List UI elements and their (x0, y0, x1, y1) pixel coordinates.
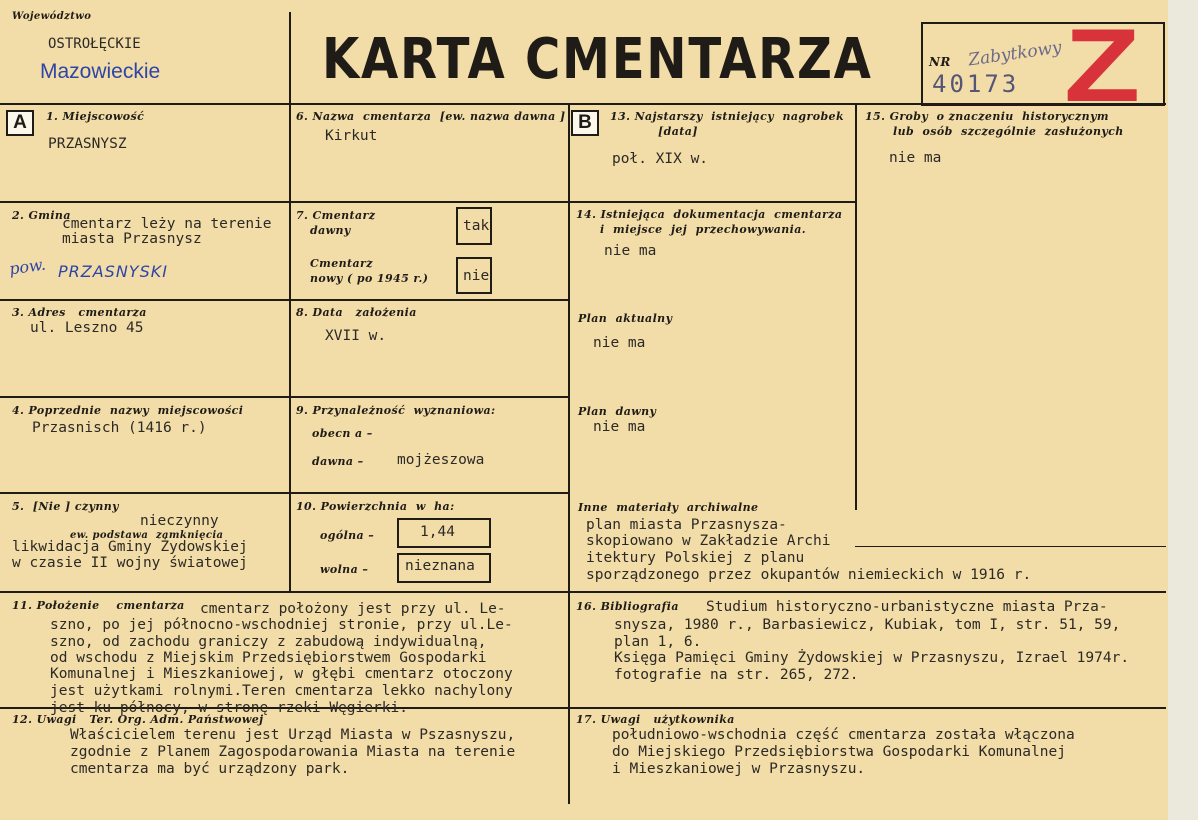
field-10-total-label: ogólna – (320, 529, 375, 542)
section-a-mark: A (6, 110, 34, 136)
field-13-value: poł. XIX w. (612, 151, 709, 167)
field-15-label: 15. Groby o znaczeniu historycznym (865, 110, 1109, 123)
field-15-label2: lub osób szczególnie zasłużonych (893, 125, 1124, 138)
field-16-line: snysza, 1980 r., Barbasiewicz, Kubiak, tom I, str. 51, 59, (614, 617, 1121, 633)
field-6-value: Kirkut (325, 128, 378, 144)
field-2-powiat: PRZASNYSKI (58, 262, 168, 281)
field-7-new-label2: nowy ( po 1945 r.) (310, 272, 429, 285)
field-10-free-value: nieznana (405, 558, 475, 574)
other-materials-line: plan miasta Przasnysza- (586, 517, 787, 533)
field-15-value: nie ma (889, 150, 942, 166)
voivodeship-new-value: Mazowieckie (40, 60, 161, 83)
field-12-line: Właścicielem terenu jest Urząd Miasta w Pszasnyszu, (70, 727, 516, 743)
rule-vertical (568, 104, 570, 804)
field-5-value2-line1: likwidacja Gminy Żydowskiej (12, 539, 248, 555)
field-16-line: Studium historyczno-urbanistyczne miasta Prza- (706, 599, 1108, 615)
field-17-label: 17. Uwagi użytkownika (576, 713, 735, 726)
field-11-label: 11. Położenie cmentarza (12, 599, 185, 612)
field-14-label: 14. Istniejąca dokumentacja cmentarza (576, 208, 843, 221)
field-10-free-label: wolna – (320, 563, 369, 576)
field-12-line: zgodnie z Planem Zagospodarowania Miasta na terenie (70, 744, 516, 760)
field-13-label2: [data] (658, 125, 698, 138)
voivodeship-old-value: OSTROŁĘCKIE (48, 36, 141, 52)
field-11-line: szno, od zachodu graniczy z zabudową indywidualną, (50, 634, 487, 650)
field-4-label: 4. Poprzednie nazwy miejscowości (12, 404, 244, 417)
field-11-line: Komunalnej i Mieszkaniowej, w głębi cmentarz otoczony (50, 666, 513, 682)
rule-horizontal (568, 201, 857, 203)
section-b-mark: B (571, 110, 599, 136)
voivodeship-label: Województwo (12, 11, 92, 22)
field-5-value2-line2: w czasie II wojny światowej (12, 555, 248, 571)
field-7-old-label2: dawny (310, 224, 351, 237)
field-5-value: nieczynny (140, 513, 219, 529)
card-title: KARTA CMENTARZA (322, 27, 873, 92)
field-11-line: jest użytkami rolnymi.Teren cmentarza lekko nachylony (50, 683, 513, 699)
rule-horizontal (0, 299, 570, 301)
field-11-line: jest ku północy, w stronę rzeki Węgierki. (50, 700, 408, 716)
field-11-line: od wschodu z Miejskim Przedsiębiorstwem Gospodarki (50, 650, 487, 666)
nr-label: NR (929, 55, 951, 69)
plan-current-label: Plan aktualny (578, 312, 673, 325)
field-2-pow: pow. (7, 254, 47, 279)
plan-old-value: nie ma (593, 419, 646, 435)
field-17-line: południowo-wschodnia część cmentarza została włączona (612, 727, 1075, 743)
field-14-label2: i miejsce jej przechowywania. (600, 223, 806, 236)
field-14-value: nie ma (604, 243, 657, 259)
other-materials-line: itektury Polskiej z planu (586, 550, 805, 566)
z-mark: Z (1064, 8, 1141, 124)
field-1-value: PRZASNYSZ (48, 136, 127, 152)
rule-horizontal (0, 201, 570, 203)
field-13-label: 13. Najstarszy istniejący nagrobek (610, 110, 844, 123)
rule-horizontal (0, 591, 1166, 593)
field-1-label: 1. Miejscowość (46, 110, 145, 123)
field-17-line: do Miejskiego Przedsiębiorstwa Gospodarki Komunalnej (612, 744, 1066, 760)
field-2-value-line2: miasta Przasnysz (62, 231, 202, 247)
field-2-value-line1: cmentarz leży na terenie (62, 216, 272, 232)
field-8-value: XVII w. (325, 328, 387, 344)
rule-vertical (289, 12, 291, 592)
field-16-line: Księga Pamięci Gminy Żydowskiej w Przasnyszu, Izrael 1974r. (614, 650, 1130, 666)
field-17-line: i Mieszkaniowej w Przasnyszu. (612, 761, 866, 777)
rule-horizontal (0, 396, 570, 398)
plan-current-value: nie ma (593, 335, 646, 351)
field-11-line: szno, po jej północno-wschodniej stronie, przy ul.Le- (50, 617, 513, 633)
field-6-label: 6. Nazwa cmentarza [ew. nazwa dawna ] (296, 110, 566, 123)
field-16-label: 16. Bibliografia (576, 600, 679, 613)
field-7-new-label: Cmentarz (310, 257, 373, 270)
field-9-current-label: obecn a – (312, 427, 373, 440)
field-2-label: 2. Gmina (12, 209, 71, 222)
field-3-value: ul. Leszno 45 (30, 320, 144, 336)
field-8-label: 8. Data założenia (296, 306, 417, 319)
field-10-total-value: 1,44 (420, 524, 455, 540)
field-10-label: 10. Powierzchnia w ha: (296, 500, 455, 513)
rule-horizontal (855, 546, 1166, 547)
other-materials-line: skopiowano w Zakładzie Archi (586, 533, 831, 549)
scan-background (1168, 0, 1198, 820)
field-12-line: cmentarza ma być urządzony park. (70, 761, 350, 777)
field-12-label: 12. Uwagi Ter. Org. Adm. Państwowej (12, 713, 264, 726)
field-9-former-value: mojżeszowa (397, 452, 485, 468)
zabytkowy-stamp: Zabytkowy (967, 37, 1063, 71)
field-5-label2: ew. podstawa zamknięcia (70, 530, 224, 541)
field-16-line: fotografie na str. 265, 272. (614, 667, 859, 683)
field-9-label: 9. Przynależność wyznaniowa: (296, 404, 496, 417)
field-3-label: 3. Adres cmentarza (12, 306, 147, 319)
field-11-line: cmentarz położony jest przy ul. Le- (200, 601, 506, 617)
field-16-line: plan 1, 6. (614, 634, 702, 650)
nr-value: 40173 (932, 70, 1020, 98)
field-4-value: Przasnisch (1416 r.) (32, 420, 207, 436)
plan-old-label: Plan dawny (578, 405, 657, 418)
rule-vertical (855, 104, 857, 510)
field-7-new-value: nie (463, 268, 489, 284)
field-7-old-value: tak (463, 218, 489, 234)
other-materials-label: Inne materiały archiwalne (578, 501, 759, 514)
other-materials-line: sporządzonego przez okupantów niemieckich w 1916 r. (586, 567, 1032, 583)
rule-horizontal (0, 492, 570, 494)
field-9-former-label: dawna – (312, 455, 364, 468)
field-7-old-label: 7. Cmentarz (296, 209, 376, 222)
field-5-label: 5. [Nie ] czynny (12, 500, 119, 513)
